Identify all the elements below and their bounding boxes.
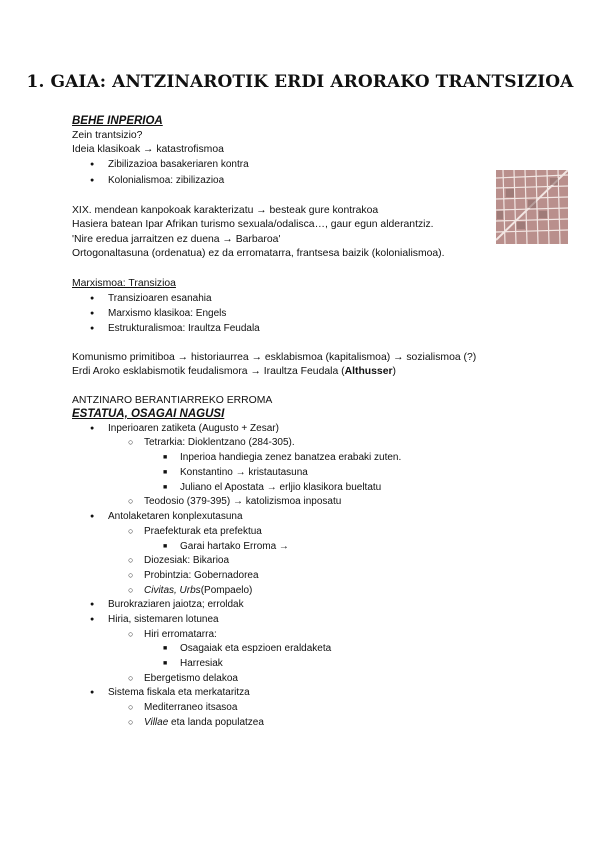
text-line: Komunismo primitiboa → historiaurrea → esklabismoa (kapitalismoa) → sozialismoa (?) bbox=[72, 352, 477, 363]
bullet-item: ■ Osagaiak eta espzioen eraldaketa bbox=[180, 642, 331, 656]
bullet-item: ● Antolaketaren konplexutasuna bbox=[108, 510, 243, 524]
bullet-item: ■ Inperioa handiegia zenez banatzea erabaki zuten. bbox=[180, 451, 401, 465]
bullet-item: ○ Teodosio (379-395) → katolizismoa inposatu bbox=[144, 495, 341, 509]
text-line: 'Nire eredua jarraitzen ez duena → Barbaroa' bbox=[72, 234, 281, 245]
bullet-item: ○ Diozesiak: Bikarioa bbox=[144, 554, 229, 568]
city-map-image bbox=[496, 170, 568, 244]
bullet-item: ● Hiria, sistemaren lotunea bbox=[108, 613, 219, 627]
bullet-item bbox=[144, 716, 264, 730]
section-heading-behe-inperioa: BEHE INPERIOA bbox=[72, 115, 163, 127]
bullet-item: ● Inperioaren zatiketa (Augusto + Zesar) bbox=[108, 422, 279, 436]
page-title: 1. GAIA: ANTZINAROTIK ERDI ARORAKO TRANTSIZIOA bbox=[26, 72, 574, 92]
text-part: ) bbox=[392, 366, 396, 377]
bullet-item: ■ Konstantino → kristautasuna bbox=[180, 466, 308, 480]
text-line: Ideia klasikoak → katastrofismoa bbox=[72, 144, 224, 155]
bullet-item: ○ Ebergetismo delakoa bbox=[144, 672, 238, 686]
text-part: Erdi Aroko esklabismotik feudalismora → Iraultza Feudala ( bbox=[72, 366, 345, 377]
bullet-item: ■ Garai hartako Erroma → bbox=[180, 540, 289, 554]
bullet-item: ● Marxismo klasikoa: Engels bbox=[108, 307, 226, 321]
text-part: (Pompaelo) bbox=[200, 585, 253, 596]
text-line: Hasiera batean Ipar Afrikan turismo sexuala/odalisca…, gaur egun alderantziz. bbox=[72, 219, 434, 230]
bullet-item: ○ Mediterraneo itsasoa bbox=[144, 701, 237, 715]
text-line: XIX. mendean kanpokoak karakterizatu → besteak gure kontrakoa bbox=[72, 205, 379, 216]
text-part: eta landa populatzea bbox=[168, 717, 264, 728]
bullet-item: ○ Hiri erromatarra: bbox=[144, 628, 217, 642]
bullet-item: ■ Harresiak bbox=[180, 657, 223, 671]
text-line bbox=[72, 365, 396, 379]
italic-text: Villae bbox=[144, 717, 169, 728]
bullet-item: ■ Juliano el Apostata → erljio klasikora bueltatu bbox=[180, 481, 381, 495]
bullet-item bbox=[144, 584, 252, 598]
bullet-item: ○ Probintzia: Gobernadorea bbox=[144, 569, 259, 583]
bullet-item: ○ Tetrarkia: Dioklentzano (284-305). bbox=[144, 436, 295, 450]
bullet-item: ● Sistema fiskala eta merkataritza bbox=[108, 686, 250, 700]
author-name: Althusser bbox=[344, 366, 393, 377]
text-line: Ortogonaltasuna (ordenatua) ez da erromatarra, frantsesa baizik (kolonialismoa). bbox=[72, 248, 445, 259]
text-line: Zein trantsizio? bbox=[72, 130, 143, 141]
bullet-item: ● Burokraziaren jaiotza; erroldak bbox=[108, 598, 244, 612]
section-heading-erroma: ANTZINARO BERANTIARREKO ERROMA bbox=[72, 395, 273, 406]
map-icon bbox=[496, 170, 568, 244]
section-heading-marxismoa: Marxismoa: Transizioa bbox=[72, 278, 176, 289]
bullet-item: ● Estrukturalismoa: Iraultza Feudala bbox=[108, 322, 260, 336]
bullet-item: ○ Praefekturak eta prefektua bbox=[144, 525, 262, 539]
italic-text: Civitas, Urbs bbox=[144, 585, 201, 596]
bullet-item: ● Kolonialismoa: zibilizazioa bbox=[108, 174, 224, 188]
bullet-item: ● Zibilizazioa basakeriaren kontra bbox=[108, 158, 249, 172]
subsection-heading-estatua: ESTATUA, OSAGAI NAGUSI bbox=[72, 408, 225, 420]
bullet-item: ● Transizioaren esanahia bbox=[108, 292, 212, 306]
